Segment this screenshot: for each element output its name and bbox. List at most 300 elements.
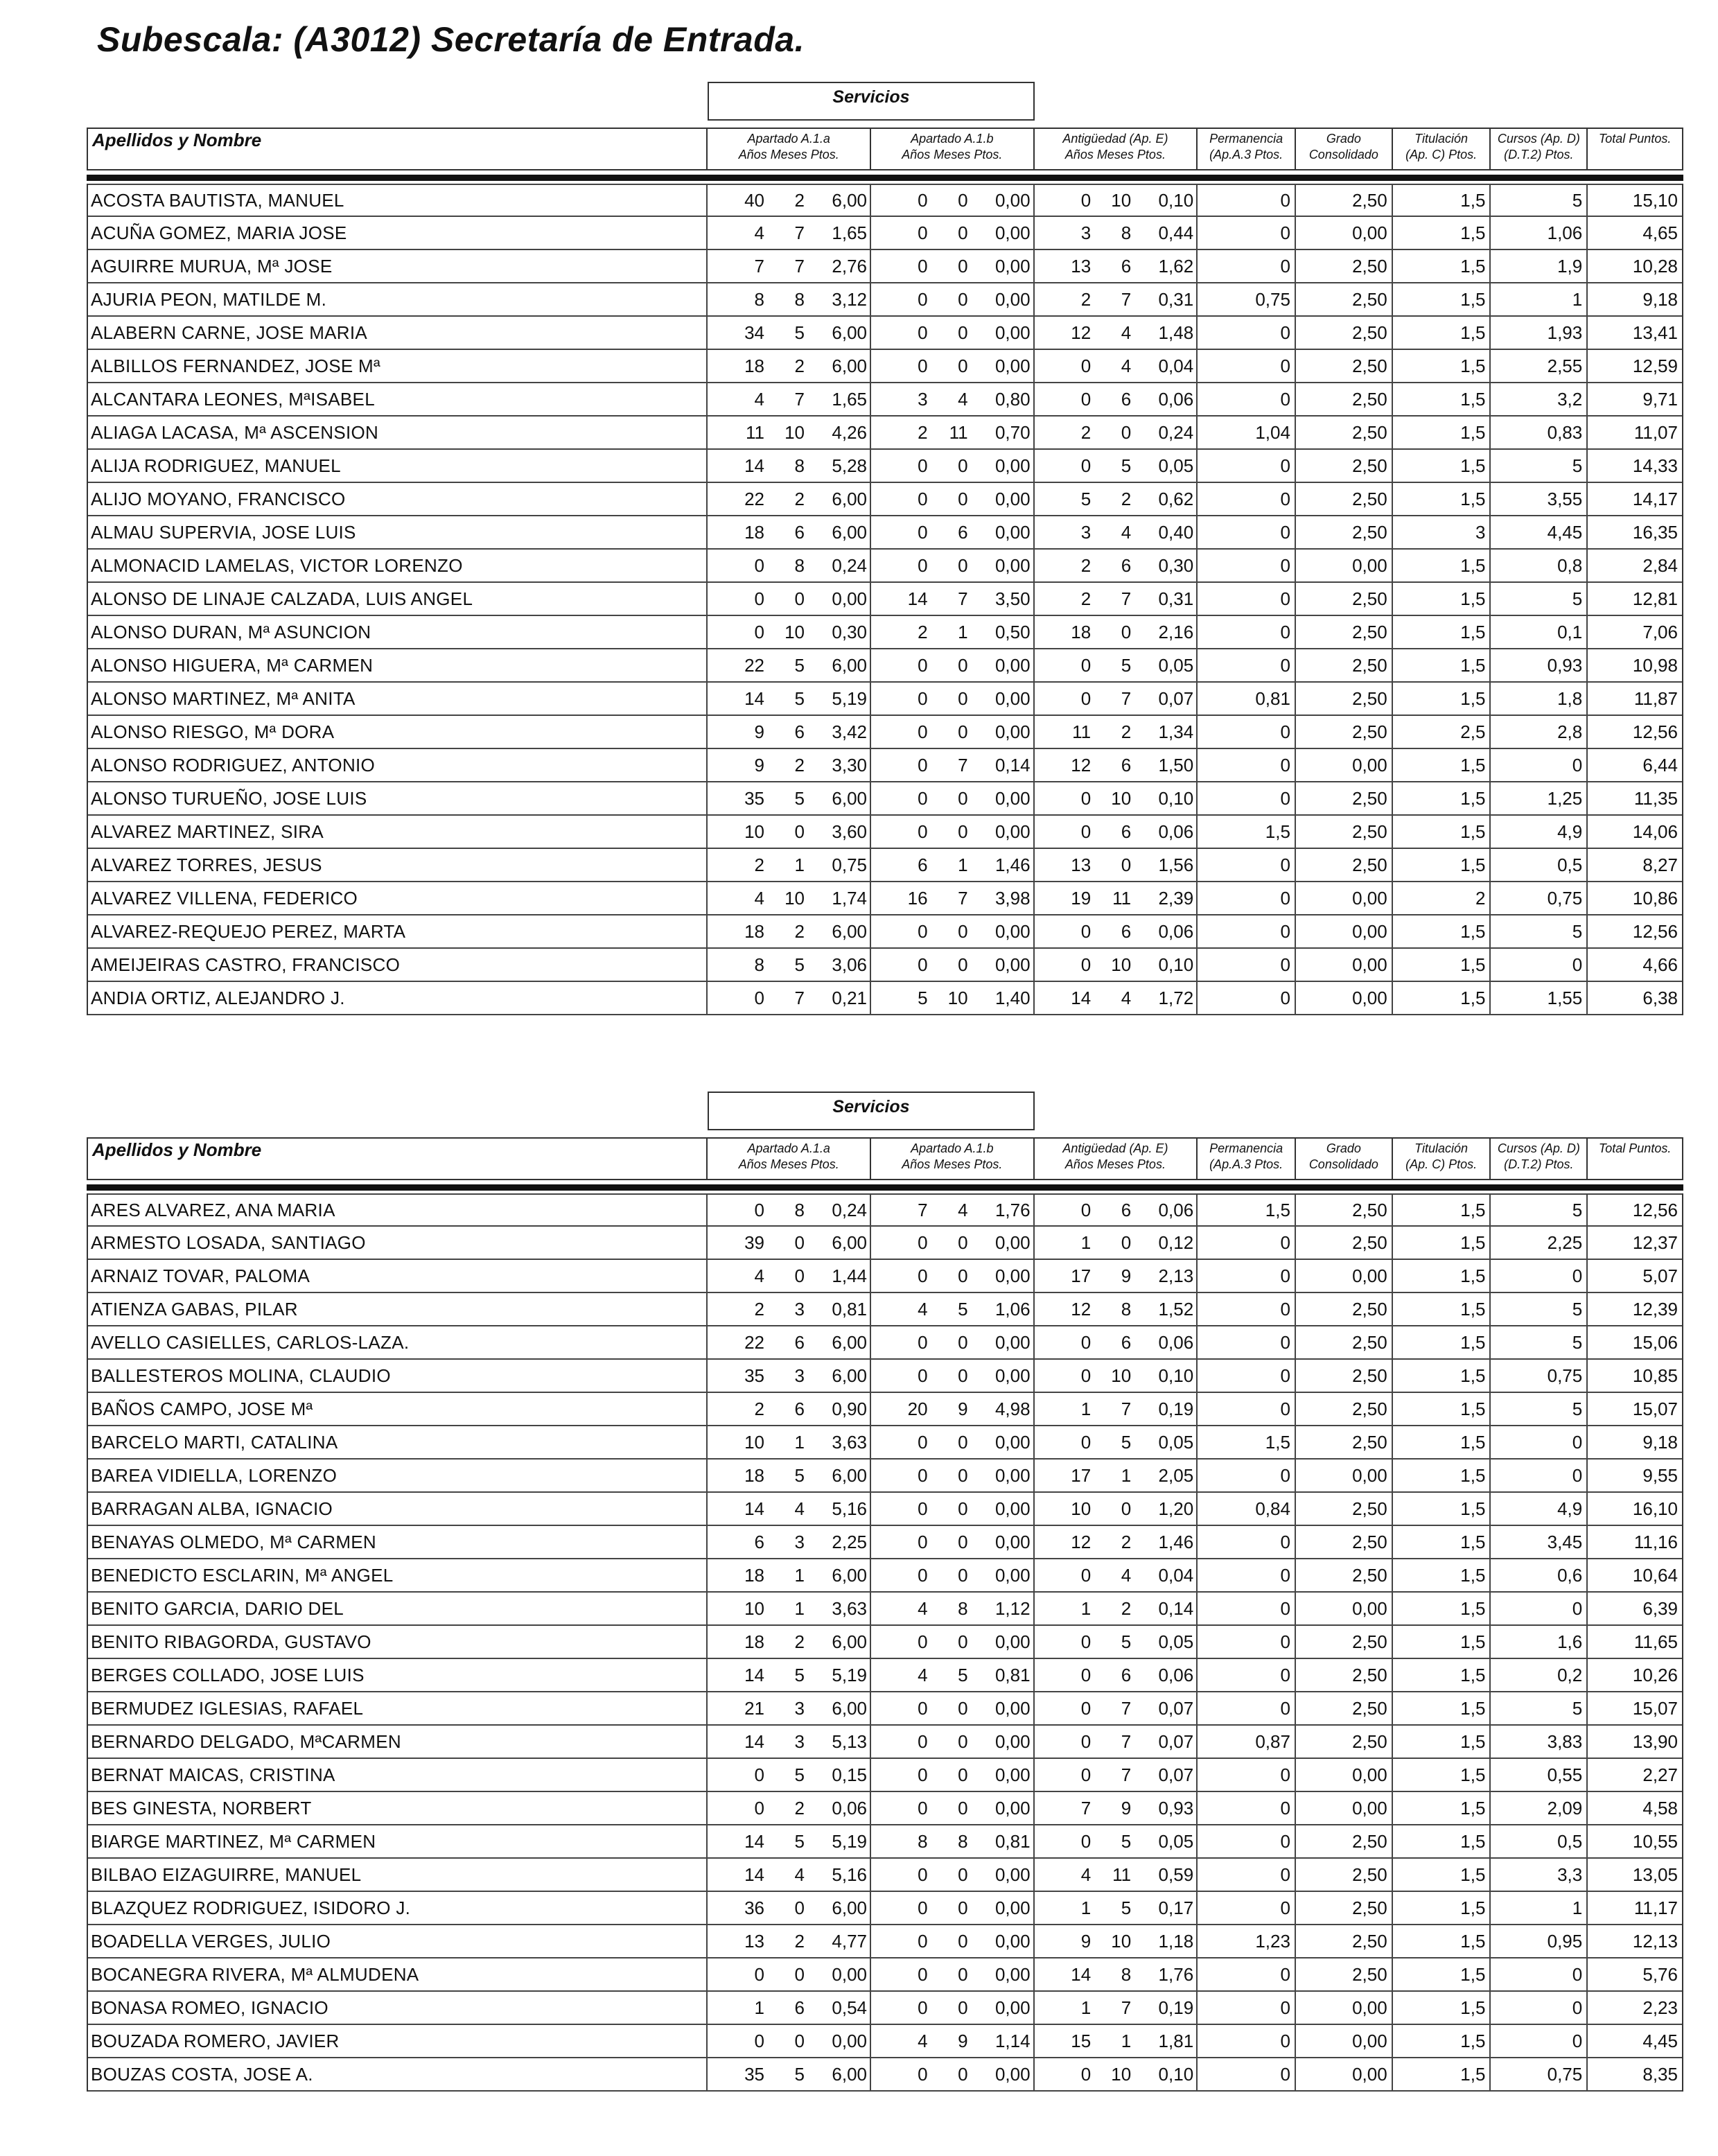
value-points: 1,81 bbox=[1158, 2030, 1194, 2051]
cell-cursos: 1,55 bbox=[1491, 982, 1588, 1014]
cell-cursos: 5 bbox=[1491, 185, 1588, 216]
column-header-row bbox=[87, 128, 1683, 170]
cell-a1b bbox=[871, 782, 1035, 814]
value-months: 5 bbox=[1121, 455, 1132, 476]
cell-antiguedad bbox=[1035, 1195, 1198, 1225]
cell-name: AJURIA PEON, MATILDE M. bbox=[88, 283, 708, 315]
value-points: 6,00 bbox=[832, 1697, 867, 1719]
cell-name: BAÑOS CAMPO, JOSE Mª bbox=[88, 1393, 708, 1425]
cell-name: AMEIJEIRAS CASTRO, FRANCISCO bbox=[88, 949, 708, 981]
value-months: 0 bbox=[794, 1265, 805, 1286]
value-points: 1,65 bbox=[832, 388, 867, 410]
value-points: 0,00 bbox=[994, 1464, 1031, 1486]
value-points: 0,00 bbox=[994, 1930, 1031, 1952]
cell-name: ALMONACID LAMELAS, VICTOR LORENZO bbox=[88, 550, 708, 581]
value-months: 0 bbox=[958, 954, 968, 975]
cell-permanencia: 0 bbox=[1198, 982, 1296, 1014]
cell-a1a bbox=[708, 915, 871, 947]
cell-titulacion: 1,5 bbox=[1393, 417, 1491, 448]
cell-a1a bbox=[708, 417, 871, 448]
value-years: 1 bbox=[1080, 1897, 1092, 1918]
value-years: 0 bbox=[1080, 1664, 1092, 1685]
value-months: 0 bbox=[958, 654, 968, 676]
cell-cursos: 5 bbox=[1491, 450, 1588, 482]
value-points: 0,54 bbox=[832, 1997, 867, 2018]
value-months: 2 bbox=[794, 488, 805, 509]
cell-name: BONASA ROMEO, IGNACIO bbox=[88, 1992, 708, 2024]
value-months: 5 bbox=[794, 1664, 805, 1685]
value-months: 5 bbox=[794, 322, 805, 343]
cell-a1a bbox=[708, 1493, 871, 1525]
value-years: 12 bbox=[1071, 1531, 1092, 1552]
cell-total: 13,41 bbox=[1632, 322, 1678, 343]
cell-permanencia: 0 bbox=[1198, 1593, 1296, 1624]
value-points: 6,00 bbox=[832, 355, 867, 376]
value-months: 0 bbox=[958, 1897, 968, 1918]
value-years: 0 bbox=[1080, 1431, 1092, 1453]
value-points: 0,00 bbox=[994, 488, 1031, 509]
value-months: 5 bbox=[1121, 654, 1132, 676]
value-points: 1,74 bbox=[832, 887, 867, 909]
cell-titulacion: 1,5 bbox=[1393, 1958, 1491, 1990]
value-months: 9 bbox=[1121, 1265, 1132, 1286]
value-months: 0 bbox=[794, 588, 805, 609]
cell-cursos: 0,2 bbox=[1491, 1659, 1588, 1691]
cell-grado: 2,50 bbox=[1296, 1393, 1393, 1425]
value-months: 10 bbox=[1111, 189, 1132, 211]
cell-permanencia: 0 bbox=[1198, 583, 1296, 615]
value-points: 6,00 bbox=[832, 521, 867, 543]
value-points: 0,06 bbox=[1158, 821, 1194, 842]
cell-cursos: 1,06 bbox=[1491, 217, 1588, 249]
value-months: 8 bbox=[794, 288, 805, 310]
value-years: 14 bbox=[744, 1830, 764, 1852]
value-months: 7 bbox=[794, 222, 805, 243]
header-permanencia bbox=[1198, 129, 1296, 169]
cell-grado: 2,50 bbox=[1296, 782, 1393, 814]
value-points: 0,19 bbox=[1158, 1997, 1194, 2018]
value-months: 0 bbox=[958, 1864, 968, 1885]
value-months: 7 bbox=[1121, 1764, 1132, 1785]
cell-total: 10,64 bbox=[1632, 1564, 1678, 1586]
value-months: 0 bbox=[794, 2030, 805, 2051]
value-years: 0 bbox=[918, 1232, 928, 1253]
servicios-header: Servicios bbox=[708, 82, 1035, 121]
value-points: 6,00 bbox=[832, 2063, 867, 2085]
value-years: 0 bbox=[918, 2063, 928, 2085]
cell-grado: 2,50 bbox=[1296, 1526, 1393, 1558]
cell-antiguedad bbox=[1035, 1892, 1198, 1924]
value-months: 7 bbox=[958, 887, 968, 909]
table-row bbox=[88, 1792, 1682, 1825]
header-permanencia-label: (Ap.A.3 Ptos. bbox=[1209, 148, 1283, 161]
value-points: 1,44 bbox=[832, 1265, 867, 1286]
value-points: 0,21 bbox=[832, 987, 867, 1008]
cell-name: BOADELLA VERGES, JULIO bbox=[88, 1925, 708, 1957]
cell-grado: 2,50 bbox=[1296, 1360, 1393, 1392]
value-points: 0,06 bbox=[1158, 1664, 1194, 1685]
value-points: 1,50 bbox=[1158, 754, 1194, 775]
value-years: 14 bbox=[907, 588, 928, 609]
cell-grado: 2,50 bbox=[1296, 417, 1393, 448]
cell-cursos: 1,8 bbox=[1491, 683, 1588, 715]
value-points: 0,00 bbox=[994, 1431, 1031, 1453]
header-titulacion-label: Titulación bbox=[1414, 1141, 1469, 1155]
table-row bbox=[88, 550, 1682, 583]
value-points: 3,42 bbox=[832, 721, 867, 742]
cell-a1a bbox=[708, 1393, 871, 1425]
cell-permanencia: 0 bbox=[1198, 1559, 1296, 1591]
cell-antiguedad bbox=[1035, 716, 1198, 748]
value-years: 2 bbox=[754, 1398, 764, 1419]
cell-name: BES GINESTA, NORBERT bbox=[88, 1792, 708, 1824]
cell-antiguedad bbox=[1035, 1992, 1198, 2024]
cell-cursos: 0 bbox=[1491, 1460, 1588, 1491]
value-months: 8 bbox=[958, 1830, 968, 1852]
table-row bbox=[88, 649, 1682, 683]
value-points: 0,15 bbox=[832, 1764, 867, 1785]
cell-antiguedad bbox=[1035, 317, 1198, 349]
value-years: 0 bbox=[918, 355, 928, 376]
value-years: 0 bbox=[918, 1431, 928, 1453]
cell-a1b bbox=[871, 1659, 1035, 1691]
value-years: 1 bbox=[1080, 1997, 1092, 2018]
value-months: 4 bbox=[1121, 521, 1132, 543]
cell-grado: 0,00 bbox=[1296, 882, 1393, 914]
value-years: 5 bbox=[1080, 488, 1092, 509]
cell-total: 11,65 bbox=[1633, 1631, 1678, 1652]
value-years: 18 bbox=[1071, 621, 1092, 642]
cell-titulacion: 1,5 bbox=[1393, 949, 1491, 981]
cell-grado: 0,00 bbox=[1296, 1792, 1393, 1824]
cell-cursos: 0,1 bbox=[1491, 616, 1588, 648]
cell-a1b bbox=[871, 185, 1035, 216]
value-years: 0 bbox=[754, 987, 764, 1008]
cell-titulacion: 1,5 bbox=[1393, 749, 1491, 781]
cell-permanencia: 0 bbox=[1198, 616, 1296, 648]
cell-cursos: 0,5 bbox=[1491, 1825, 1588, 1857]
cell-total: 2,27 bbox=[1642, 1764, 1678, 1785]
value-years: 6 bbox=[754, 1531, 764, 1552]
value-months: 2 bbox=[794, 920, 805, 942]
cell-name: ALIAGA LACASA, Mª ASCENSION bbox=[88, 417, 708, 448]
cell-permanencia: 1,5 bbox=[1198, 1426, 1296, 1458]
value-months: 2 bbox=[794, 754, 805, 775]
cell-total: 11,17 bbox=[1633, 1897, 1678, 1918]
value-months: 5 bbox=[794, 2063, 805, 2085]
value-years: 0 bbox=[1080, 388, 1092, 410]
value-years: 12 bbox=[1071, 754, 1092, 775]
cell-a1b bbox=[871, 2058, 1035, 2090]
cell-cursos: 1,6 bbox=[1491, 1626, 1588, 1658]
cell-a1a bbox=[708, 1460, 871, 1491]
value-points: 0,00 bbox=[994, 521, 1031, 543]
cell-a1b bbox=[871, 1493, 1035, 1525]
cell-total: 9,18 bbox=[1642, 1431, 1678, 1453]
cell-grado: 0,00 bbox=[1296, 1759, 1393, 1791]
value-years: 0 bbox=[1080, 1631, 1092, 1652]
header-name-label: Apellidos y Nombre bbox=[92, 130, 262, 150]
value-months: 4 bbox=[1121, 355, 1132, 376]
cell-cursos: 3,3 bbox=[1491, 1859, 1588, 1891]
value-points: 0,00 bbox=[994, 687, 1031, 709]
cell-titulacion: 1,5 bbox=[1393, 1227, 1491, 1259]
value-years: 0 bbox=[918, 1531, 928, 1552]
value-months: 9 bbox=[1121, 1797, 1132, 1818]
value-points: 0,06 bbox=[1158, 388, 1194, 410]
value-points: 1,52 bbox=[1158, 1298, 1194, 1320]
cell-name: ALVAREZ VILLENA, FEDERICO bbox=[88, 882, 708, 914]
cell-total: 10,26 bbox=[1632, 1664, 1678, 1685]
table-row bbox=[88, 1859, 1682, 1892]
header-antiguedad-label: Años Meses Ptos. bbox=[1064, 148, 1166, 161]
value-points: 5,16 bbox=[832, 1498, 867, 1519]
cell-antiguedad bbox=[1035, 2058, 1198, 2090]
value-months: 11 bbox=[1112, 887, 1132, 909]
table-row bbox=[88, 516, 1682, 550]
header-total bbox=[1588, 1139, 1682, 1179]
table-row bbox=[88, 1692, 1682, 1726]
value-points: 2,16 bbox=[1158, 621, 1194, 642]
cell-grado: 2,50 bbox=[1296, 1626, 1393, 1658]
value-points: 0,05 bbox=[1158, 1631, 1194, 1652]
cell-cursos: 0,75 bbox=[1491, 2058, 1588, 2090]
cell-a1a bbox=[708, 1992, 871, 2024]
cell-a1a bbox=[708, 1925, 871, 1957]
cell-total: 6,39 bbox=[1642, 1597, 1678, 1619]
value-years: 0 bbox=[918, 1631, 928, 1652]
cell-grado: 2,50 bbox=[1296, 1825, 1393, 1857]
value-months: 2 bbox=[1121, 1597, 1132, 1619]
value-months: 0 bbox=[958, 1997, 968, 2018]
value-points: 0,10 bbox=[1158, 1365, 1194, 1386]
cell-total: 5,07 bbox=[1642, 1265, 1678, 1286]
value-months: 6 bbox=[1121, 821, 1132, 842]
cell-grado: 2,50 bbox=[1296, 1426, 1393, 1458]
value-years: 0 bbox=[918, 455, 928, 476]
value-points: 0,07 bbox=[1158, 1697, 1194, 1719]
servicios-header: Servicios bbox=[708, 1092, 1035, 1130]
cell-name: BOUZADA ROMERO, JAVIER bbox=[88, 2025, 708, 2057]
cell-cursos: 0,5 bbox=[1491, 849, 1588, 881]
cell-name: ALVAREZ-REQUEJO PEREZ, MARTA bbox=[88, 915, 708, 947]
value-months: 0 bbox=[958, 821, 968, 842]
value-months: 7 bbox=[1121, 1398, 1132, 1419]
value-months: 0 bbox=[958, 1930, 968, 1952]
cell-permanencia: 0 bbox=[1198, 1526, 1296, 1558]
cell-grado: 2,50 bbox=[1296, 683, 1393, 715]
value-points: 0,14 bbox=[994, 754, 1031, 775]
header-divider bbox=[87, 1184, 1683, 1191]
value-points: 2,39 bbox=[1158, 887, 1194, 909]
cell-total: 6,38 bbox=[1642, 987, 1678, 1008]
cell-permanencia: 0 bbox=[1198, 1460, 1296, 1491]
value-points: 2,05 bbox=[1158, 1464, 1194, 1486]
value-years: 0 bbox=[918, 1797, 928, 1818]
value-months: 10 bbox=[1111, 1930, 1132, 1952]
cell-permanencia: 0 bbox=[1198, 782, 1296, 814]
header-antiguedad bbox=[1035, 129, 1198, 169]
value-months: 6 bbox=[1121, 388, 1132, 410]
value-points: 1,76 bbox=[994, 1199, 1031, 1220]
cell-a1b bbox=[871, 1393, 1035, 1425]
cell-titulacion: 1,5 bbox=[1393, 1293, 1491, 1325]
value-months: 0 bbox=[958, 255, 968, 277]
value-months: 0 bbox=[1121, 854, 1132, 875]
value-years: 4 bbox=[754, 1265, 764, 1286]
value-months: 5 bbox=[794, 1464, 805, 1486]
cell-a1b bbox=[871, 217, 1035, 249]
cell-permanencia: 1,5 bbox=[1198, 816, 1296, 848]
cell-total: 15,07 bbox=[1632, 1398, 1678, 1419]
value-months: 0 bbox=[958, 1431, 968, 1453]
value-months: 3 bbox=[794, 1730, 805, 1752]
cell-total: 6,44 bbox=[1642, 754, 1678, 775]
value-points: 6,00 bbox=[832, 1464, 867, 1486]
cell-a1b bbox=[871, 2025, 1035, 2057]
value-years: 10 bbox=[744, 1597, 764, 1619]
value-points: 2,76 bbox=[832, 255, 867, 277]
cell-cursos: 2,09 bbox=[1491, 1792, 1588, 1824]
value-years: 0 bbox=[1080, 654, 1092, 676]
value-months: 1 bbox=[794, 1597, 805, 1619]
value-years: 0 bbox=[754, 554, 764, 576]
cell-a1a bbox=[708, 816, 871, 848]
table-row bbox=[88, 2058, 1682, 2092]
cell-a1b bbox=[871, 849, 1035, 881]
header-cursos bbox=[1491, 1139, 1588, 1179]
cell-a1b bbox=[871, 1195, 1035, 1225]
cell-permanencia: 0 bbox=[1198, 1326, 1296, 1358]
cell-total: 8,27 bbox=[1642, 854, 1678, 875]
value-points: 0,00 bbox=[994, 654, 1031, 676]
cell-a1a bbox=[708, 1526, 871, 1558]
value-years: 14 bbox=[744, 687, 764, 709]
value-points: 1,76 bbox=[1158, 1963, 1194, 1985]
header-grado-label: Consolidado bbox=[1308, 148, 1378, 161]
cell-total: 12,59 bbox=[1632, 355, 1678, 376]
value-years: 9 bbox=[754, 754, 764, 775]
table-row bbox=[88, 1726, 1682, 1759]
value-months: 0 bbox=[958, 1498, 968, 1519]
cell-total: 8,35 bbox=[1642, 2063, 1678, 2085]
value-years: 0 bbox=[1080, 455, 1092, 476]
value-years: 34 bbox=[744, 322, 764, 343]
value-years: 0 bbox=[1080, 1697, 1092, 1719]
table-row bbox=[88, 1925, 1682, 1958]
cell-a1a bbox=[708, 1892, 871, 1924]
value-points: 0,00 bbox=[994, 721, 1031, 742]
cell-titulacion: 1,5 bbox=[1393, 250, 1491, 282]
value-months: 1 bbox=[958, 621, 968, 642]
value-points: 3,60 bbox=[832, 821, 867, 842]
value-points: 0,10 bbox=[1158, 189, 1194, 211]
value-months: 0 bbox=[1121, 1498, 1132, 1519]
value-points: 0,30 bbox=[1158, 554, 1194, 576]
cell-grado: 2,50 bbox=[1296, 649, 1393, 681]
cell-titulacion: 1,5 bbox=[1393, 816, 1491, 848]
cell-grado: 2,50 bbox=[1296, 1227, 1393, 1259]
cell-titulacion: 1,5 bbox=[1393, 1859, 1491, 1891]
cell-antiguedad bbox=[1035, 1792, 1198, 1824]
value-months: 0 bbox=[958, 554, 968, 576]
value-years: 10 bbox=[1071, 1498, 1092, 1519]
cell-total: 12,81 bbox=[1632, 588, 1678, 609]
table-row bbox=[88, 417, 1682, 450]
value-years: 6 bbox=[918, 854, 928, 875]
cell-antiguedad bbox=[1035, 450, 1198, 482]
value-points: 6,00 bbox=[832, 1365, 867, 1386]
value-months: 7 bbox=[1121, 288, 1132, 310]
cell-titulacion: 1,5 bbox=[1393, 1593, 1491, 1624]
value-years: 18 bbox=[744, 1631, 764, 1652]
value-points: 3,50 bbox=[994, 588, 1031, 609]
cell-a1a bbox=[708, 450, 871, 482]
value-points: 0,00 bbox=[994, 554, 1031, 576]
cell-a1a bbox=[708, 716, 871, 748]
cell-total: 14,17 bbox=[1632, 488, 1678, 509]
value-points: 0,00 bbox=[994, 2063, 1031, 2085]
cell-a1b bbox=[871, 1958, 1035, 1990]
value-years: 0 bbox=[918, 189, 928, 211]
cell-total: 13,05 bbox=[1632, 1864, 1678, 1885]
cell-a1a bbox=[708, 1559, 871, 1591]
value-months: 6 bbox=[1121, 1331, 1132, 1353]
cell-total: 14,06 bbox=[1632, 821, 1678, 842]
cell-name: ALONSO TURUEÑO, JOSE LUIS bbox=[88, 782, 708, 814]
value-years: 12 bbox=[1071, 1298, 1092, 1320]
table-row bbox=[88, 1559, 1682, 1593]
value-points: 6,00 bbox=[832, 920, 867, 942]
cell-grado: 2,50 bbox=[1296, 849, 1393, 881]
cell-cursos: 0 bbox=[1491, 1593, 1588, 1624]
cell-titulacion: 1,5 bbox=[1393, 683, 1491, 715]
value-months: 0 bbox=[958, 322, 968, 343]
value-months: 1 bbox=[794, 1431, 805, 1453]
value-points: 1,48 bbox=[1158, 322, 1194, 343]
value-years: 0 bbox=[918, 554, 928, 576]
cell-permanencia: 0 bbox=[1198, 1792, 1296, 1824]
value-years: 36 bbox=[744, 1897, 764, 1918]
header-cursos-label: Cursos (Ap. D) bbox=[1497, 1141, 1580, 1155]
cell-antiguedad bbox=[1035, 849, 1198, 881]
value-months: 0 bbox=[1121, 621, 1132, 642]
value-months: 10 bbox=[785, 887, 805, 909]
cell-a1b bbox=[871, 749, 1035, 781]
table-row bbox=[88, 616, 1682, 649]
value-points: 0,00 bbox=[994, 455, 1031, 476]
value-months: 8 bbox=[1121, 1963, 1132, 1985]
cell-antiguedad bbox=[1035, 550, 1198, 581]
value-points: 1,46 bbox=[994, 854, 1031, 875]
value-points: 0,31 bbox=[1158, 588, 1194, 609]
cell-cursos: 5 bbox=[1491, 1393, 1588, 1425]
cell-name: BERMUDEZ IGLESIAS, RAFAEL bbox=[88, 1692, 708, 1724]
value-months: 1 bbox=[794, 1564, 805, 1586]
header-cursos bbox=[1491, 129, 1588, 169]
cell-titulacion: 1,5 bbox=[1393, 317, 1491, 349]
value-months: 2 bbox=[794, 189, 805, 211]
value-months: 10 bbox=[1111, 954, 1132, 975]
value-points: 0,59 bbox=[1158, 1864, 1194, 1885]
cell-a1a bbox=[708, 1626, 871, 1658]
table-row bbox=[88, 849, 1682, 882]
header-titulacion-label: Titulación bbox=[1414, 132, 1469, 146]
table-row bbox=[88, 483, 1682, 516]
value-points: 0,24 bbox=[832, 554, 867, 576]
cell-grado: 2,50 bbox=[1296, 1726, 1393, 1758]
value-points: 0,00 bbox=[994, 189, 1031, 211]
